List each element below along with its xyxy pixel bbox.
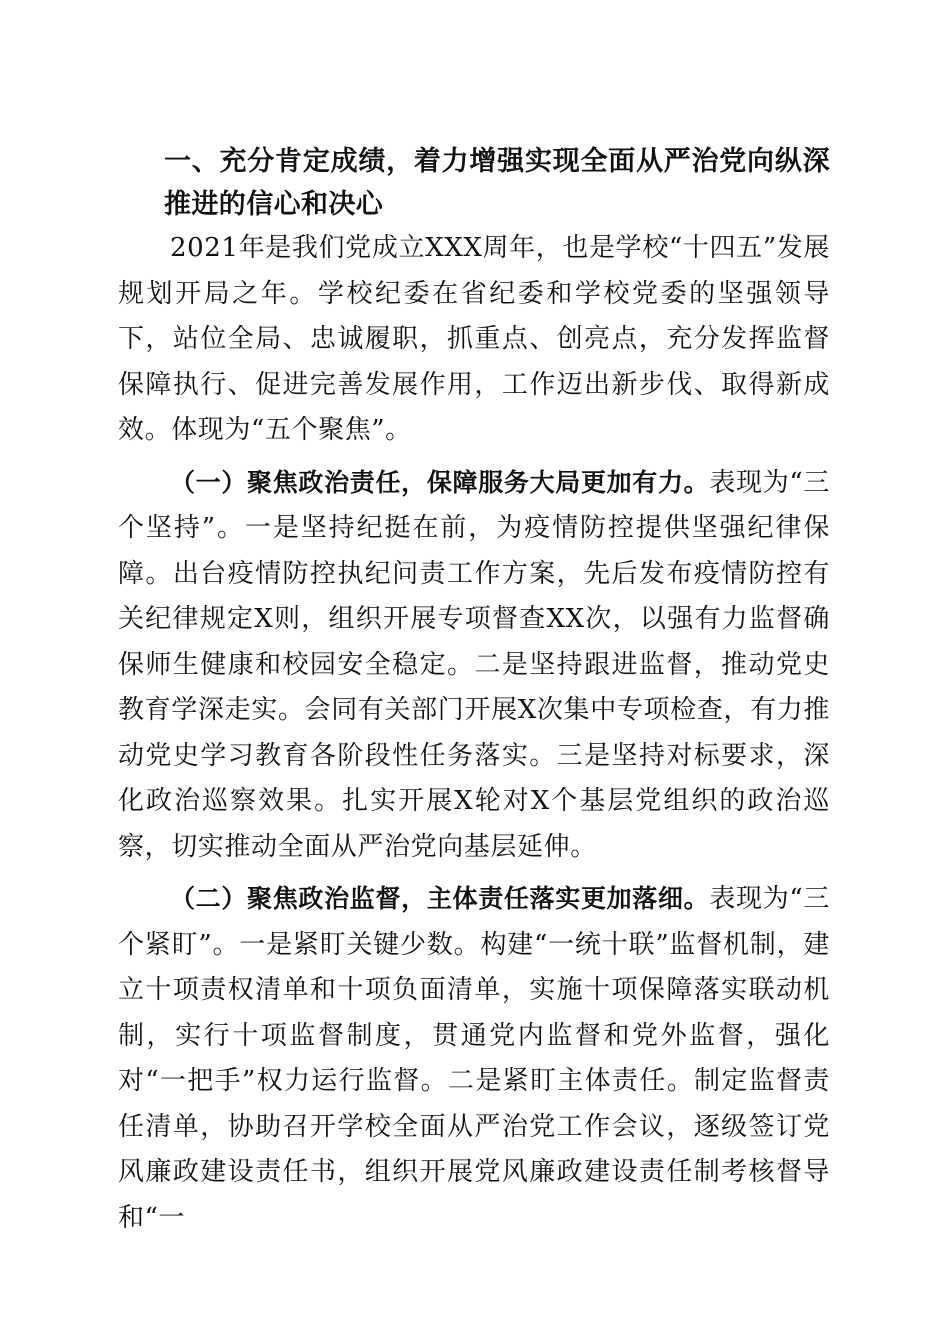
section-2-body: 表现为“三个紧盯”。一是紧盯关键少数。构建“一统十联”监督机制，建立十项责权清单和十项负面清单，实施十项保障落实联动机制，实行十项监督制度，贯通党内监督和党外监督，强化对“一把手”权力运行监督。二是紧盯主体责任。制定监督责任清单，协助召开学校全面从严治党工作会议，逐级签订党风廉政建设责任书，组织开展党风廉政建设责任制考核督导和“一 xyxy=(118,884,831,1233)
section-1-lead: （一）聚焦政治责任，保障服务大局更加有力。 xyxy=(170,467,710,497)
section-1-body: 表现为“三个坚持”。一是坚持纪挺在前，为疫情防控提供坚强纪律保障。出台疫情防控执纪问责工作方案，先后发布疫情防控有关纪律规定X则，组织开展专项督查XX次，以强有力监督确保师生健康和校园安全稳定。二是坚持跟进监督，推动党史教育学深走实。会同有关部门开展X次集中专项检查，有力推动党史学习教育各阶段性任务落实。三是坚持对标要求，深化政治巡察效果。扎实开展X轮对X个基层党组织的政治巡察，切实推动全面从严治党向基层延伸。 xyxy=(118,467,831,862)
section-1-paragraph xyxy=(118,460,830,871)
intro-paragraph: 2021年是我们党成立XXX周年，也是学校“十四五”发展规划开局之年。学校纪委在省纪委和学校党委的坚强领导下，站位全局、忠诚履职，抓重点、创亮点，充分发挥监督保障执行、促进完善发展作用，工作迈出新步伐、取得新成效。体现为“五个聚焦”。 xyxy=(118,233,830,445)
section-2-paragraph xyxy=(118,876,830,1241)
section-2-lead: （二）聚焦政治监督，主体责任落实更加落细。 xyxy=(170,884,710,913)
document-body xyxy=(118,140,830,1241)
section-heading: 一、充分肯定成绩，着力增强实现全面从严治党向纵深推进的信心和决心 xyxy=(164,146,830,220)
